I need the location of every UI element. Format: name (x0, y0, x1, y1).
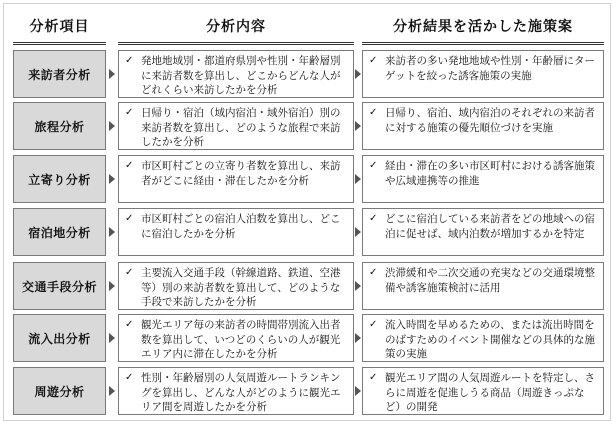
row-label: 宿泊地分析 (13, 208, 106, 256)
content-text: 日帰り・宿泊（域内宿泊・域外宿泊）別の来訪者数を算出し、どのような旅程で来訪したかを分析 (141, 107, 341, 148)
measure-text: 日帰り、宿泊、域内宿泊のそれぞれの来訪者に対する施策の優先順位づけを実施 (385, 107, 595, 134)
arrow-icon (354, 314, 362, 362)
check-icon: ✓ (125, 213, 134, 224)
measure-cell (362, 50, 604, 98)
check-icon: ✓ (369, 319, 378, 330)
arrow-icon (354, 155, 362, 203)
content-cell (118, 208, 354, 256)
measure-text: どこに宿泊している来訪者をどの地域への宿泊に促せば、域内泊数が増加するかを特定 (385, 213, 595, 240)
check-icon: ✓ (125, 55, 134, 66)
content-cell (118, 262, 354, 310)
content-text: 主要流入交通手段（幹線道路、鉄道、空港等）別の来訪者数を算出して、どのような手段で来訪したかを分析 (141, 267, 341, 308)
content-text: 観光エリア毎の来訪者の時間帯別流入出者数を算出して、いつどのくらいの人が観光エリア内に滞在したかを分析 (141, 319, 341, 360)
check-icon: ✓ (369, 213, 378, 224)
check-icon: ✓ (369, 160, 378, 171)
content-text: 市区町村ごとの立寄り者数を算出し、来訪者がどこに経由・滞在したかを分析 (141, 160, 341, 187)
check-icon: ✓ (125, 160, 134, 171)
row-label: 立寄り分析 (13, 155, 106, 203)
arrow-icon (108, 50, 116, 98)
measure-cell (362, 155, 604, 203)
content-text: 市区町村ごとの宿泊人泊数を算出し、どこに宿泊したかを分析 (141, 213, 341, 240)
header-measures: 分析結果を活かした施策案 (362, 10, 604, 45)
arrow-icon (108, 314, 116, 362)
measure-cell (362, 314, 604, 362)
content-cell (118, 102, 354, 150)
measure-text: 流入時間を早めるための、または流出時間をのばすためのイベント開催などの具体的な施策の実施 (385, 319, 595, 360)
check-icon: ✓ (125, 319, 134, 330)
measure-text: 渋滞緩和や二次交通の充実などの交通環境整備や誘客施策検討に活用 (385, 267, 595, 294)
row-label: 来訪者分析 (13, 50, 106, 98)
measure-text: 経由・滞在の多い市区町村における誘客施策や広域連携等の推進 (385, 160, 595, 187)
measure-cell (362, 367, 604, 415)
arrow-icon (108, 262, 116, 310)
arrow-icon (108, 102, 116, 150)
arrow-icon (108, 155, 116, 203)
arrow-icon (354, 367, 362, 415)
check-icon: ✓ (369, 55, 378, 66)
measure-cell (362, 102, 604, 150)
check-icon: ✓ (369, 372, 378, 383)
arrow-icon (354, 262, 362, 310)
row-label: 交通手段分析 (13, 262, 106, 310)
arrow-icon (354, 102, 362, 150)
measure-text: 来訪者の多い発地地域や性別・年齢層にターゲットを絞った誘客施策の実施 (385, 55, 595, 82)
arrow-icon (354, 50, 362, 98)
check-icon: ✓ (369, 267, 378, 278)
row-label: 旅程分析 (13, 102, 106, 150)
content-text: 性別・年齢層別の人気周遊ルートランキングを算出し、どんな人がどのように観光エリア間を周遊したかを分析 (141, 372, 341, 413)
check-icon: ✓ (125, 372, 134, 383)
measure-cell (362, 208, 604, 256)
check-icon: ✓ (125, 267, 134, 278)
analysis-table (3, 3, 611, 421)
header-item: 分析項目 (13, 10, 106, 45)
header-content: 分析内容 (118, 10, 354, 45)
content-cell (118, 155, 354, 203)
measure-cell (362, 262, 604, 310)
arrow-icon (354, 208, 362, 256)
content-cell (118, 367, 354, 415)
check-icon: ✓ (369, 107, 378, 118)
arrow-icon (108, 208, 116, 256)
check-icon: ✓ (125, 107, 134, 118)
content-cell (118, 50, 354, 98)
row-label: 流入出分析 (13, 314, 106, 362)
content-text: 発地地域別・都道府県別や性別・年齢層別に来訪者数を算出し、どこからどんな人がどれくらい来訪したかを分析 (141, 55, 341, 96)
measure-text: 観光エリア間の人気周遊ルートを特定し、さらに周遊を促進しうる商品（周遊きっぷなど）の開発 (385, 372, 595, 413)
row-label: 周遊分析 (13, 367, 106, 415)
arrow-icon (108, 367, 116, 415)
content-cell (118, 314, 354, 362)
